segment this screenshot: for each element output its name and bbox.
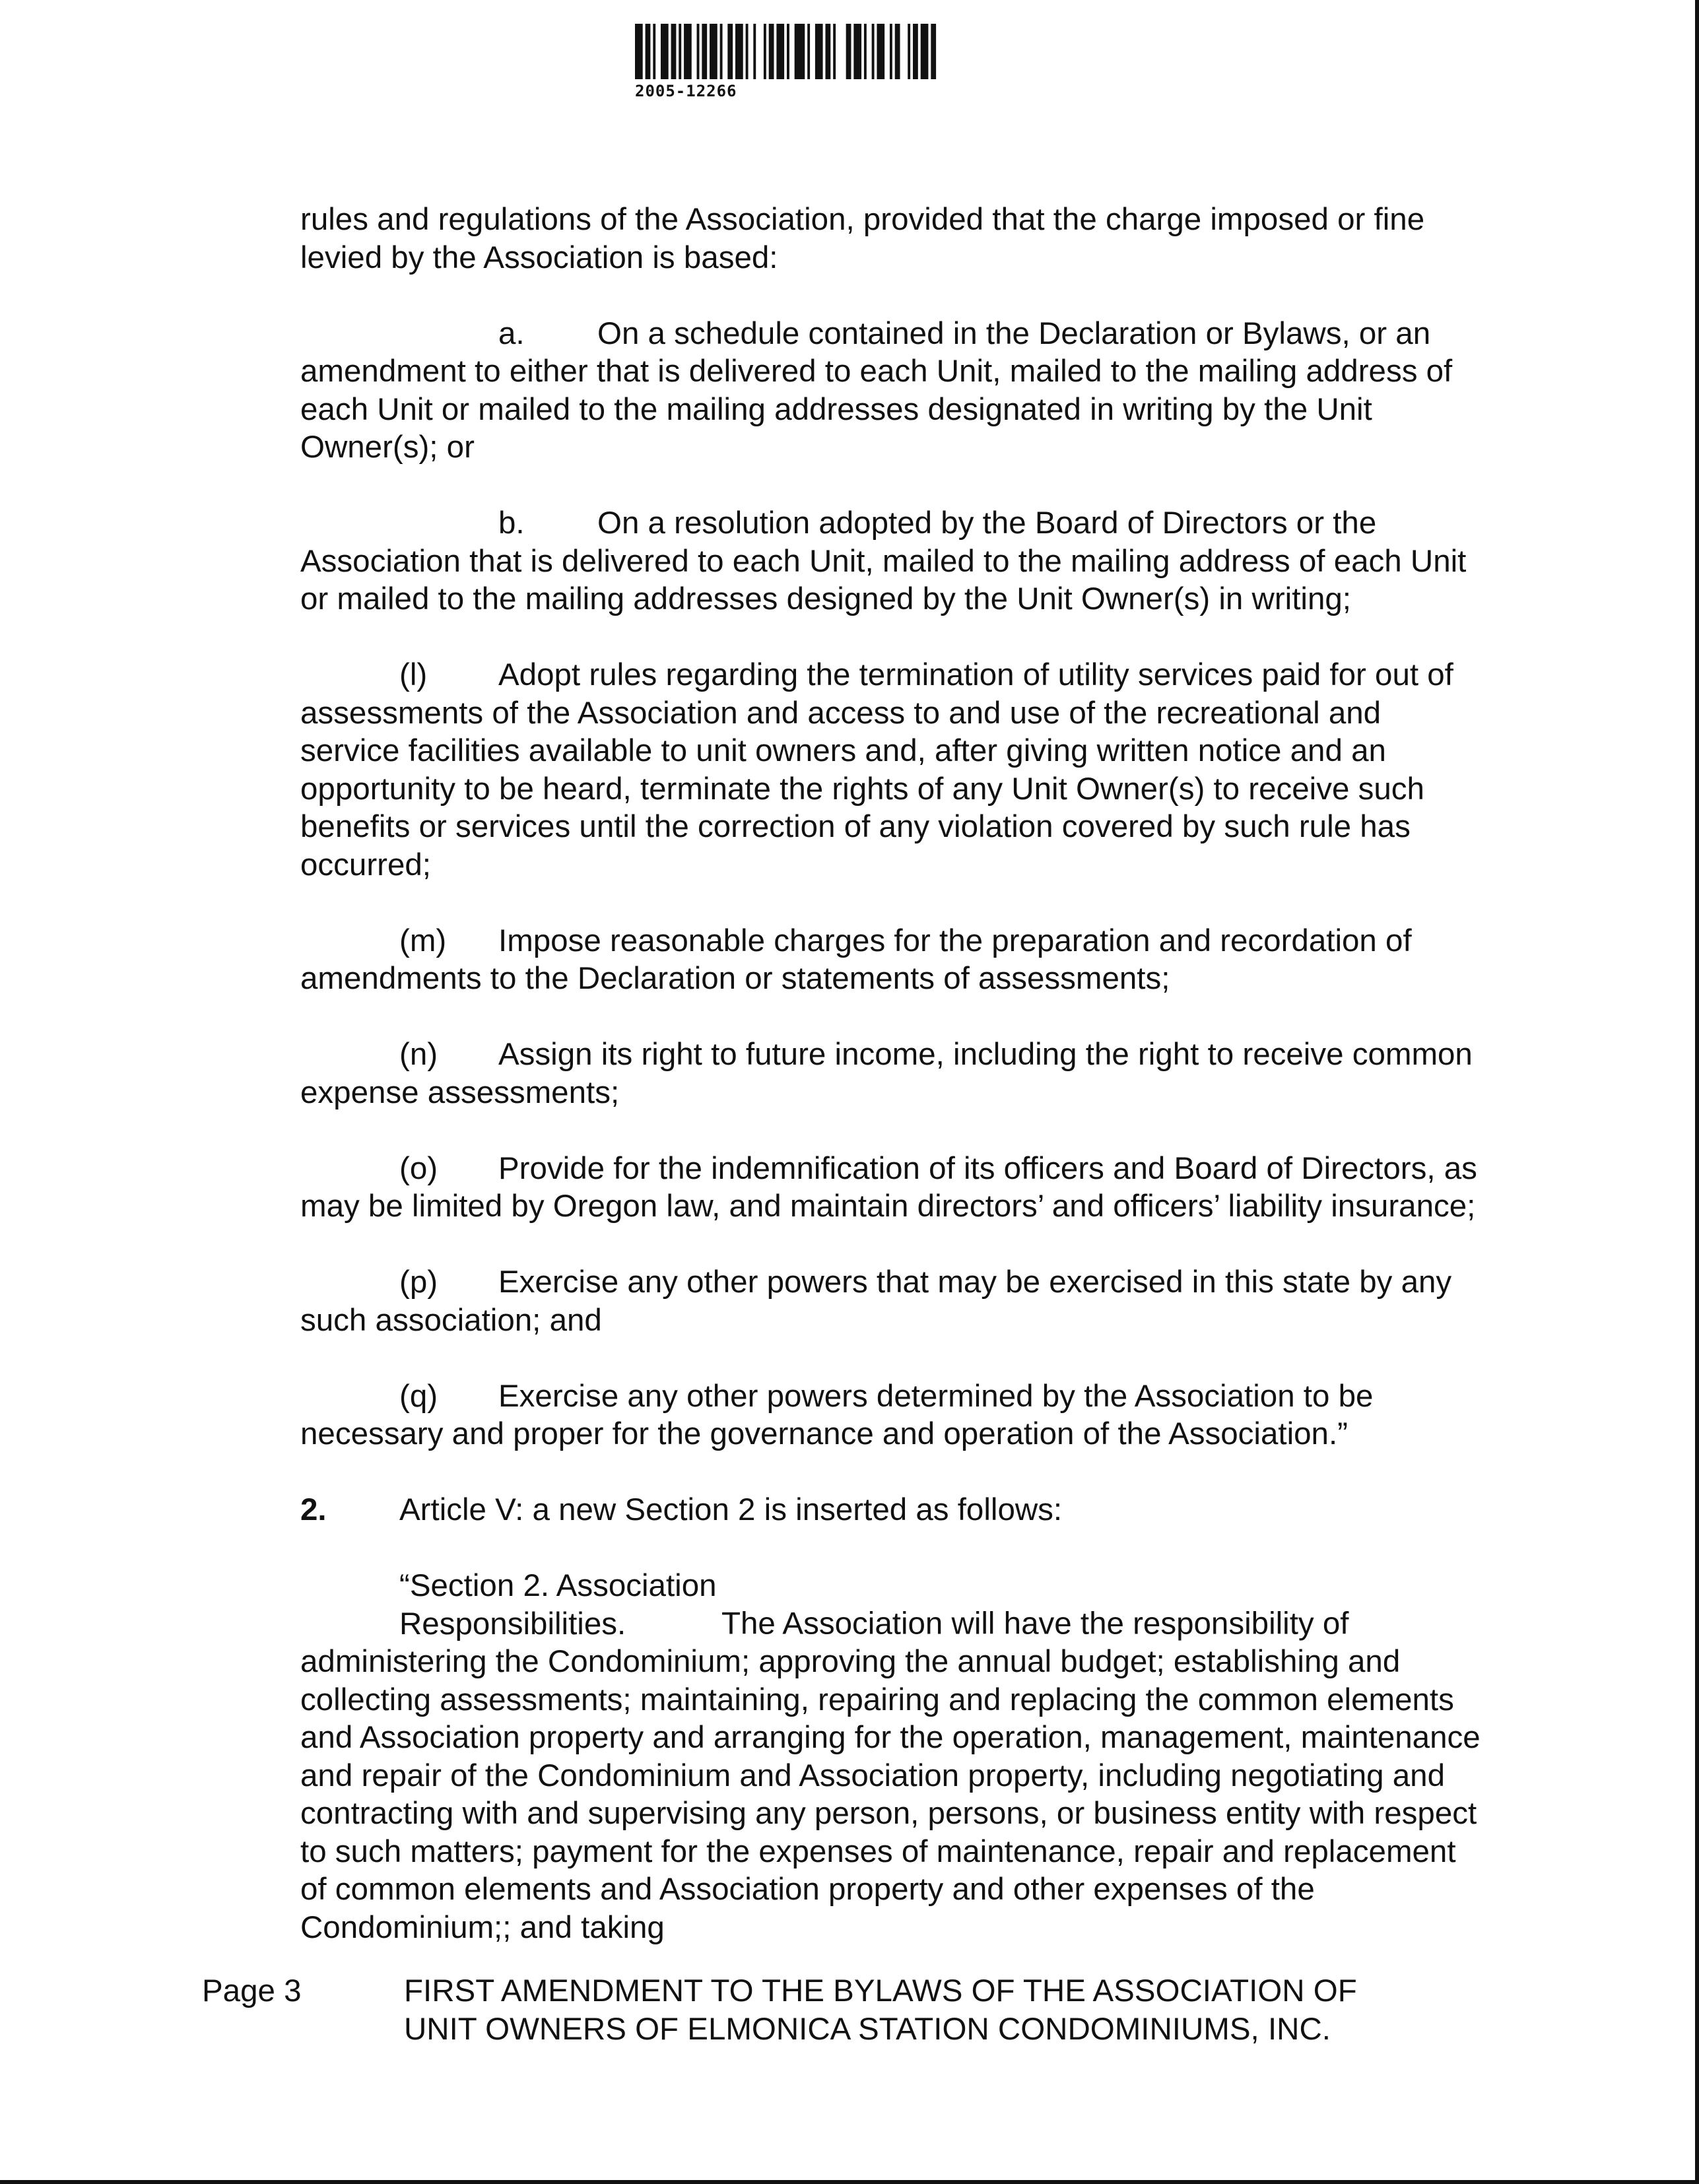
item-m-text: Impose reasonable charges for the preparation and recordation of amendments to the Declaration or statements of assessments;	[300, 923, 1412, 996]
item-m-label: (m)	[399, 923, 447, 958]
item-p-label: (p)	[399, 1265, 438, 1300]
paragraph-item-b	[300, 504, 1488, 618]
item-2-text: Article V: a new Section 2 is inserted as follows:	[399, 1492, 1063, 1527]
footer-document-title	[404, 1972, 1526, 2048]
paragraph-item-p	[300, 1263, 1488, 1339]
item-o-label: (o)	[399, 1150, 438, 1186]
item-b-label: b.	[498, 506, 525, 541]
item-b-text: On a resolution adopted by the Board of Directors or the Association that is delivered to each Unit, mailed to the mailing address of each Unit or mailed to the mailing addresses designed by the Unit Owner(s) in writing;	[300, 506, 1467, 616]
item-n-label: (n)	[399, 1037, 438, 1072]
item-2-number: 2.	[300, 1492, 327, 1527]
item-o-text: Provide for the indemnification of its officers and Board of Directors, as may be limited by Oregon law, and maintain directors’ and officers’ liability insurance;	[300, 1150, 1477, 1224]
barcode-number: 2005-12266	[635, 82, 737, 100]
item-a-label: a.	[498, 315, 525, 351]
paragraph-item-l	[300, 656, 1488, 884]
paragraph-section-2	[300, 1567, 1488, 1946]
footer-title-line-1: FIRST AMENDMENT TO THE BYLAWS OF THE ASSOCIATION OF	[404, 1973, 1357, 2008]
document-body	[300, 201, 1488, 1985]
item-q-label: (q)	[399, 1378, 438, 1414]
paragraph-item-m	[300, 922, 1488, 998]
section-2-heading: “Section 2. Association Responsibilities.	[399, 1568, 717, 1641]
paragraph-item-o	[300, 1150, 1488, 1226]
paragraph-item-n	[300, 1036, 1488, 1111]
paragraph-item-a	[300, 315, 1488, 467]
item-q-text: Exercise any other powers determined by the Association to be necessary and proper for the governance and operation of the Association.”	[300, 1378, 1374, 1451]
item-a-text: On a schedule contained in the Declaration or Bylaws, or an amendment to either that is delivered to each Unit, mailed to the mailing address of each Unit or mailed to the mailing addresses designated in writing by the Unit Owner(s); or	[300, 315, 1453, 465]
footer-title-line-2: UNIT OWNERS OF ELMONICA STATION CONDOMINIUMS, INC.	[404, 2011, 1331, 2047]
item-n-text: Assign its right to future income, including the right to receive common expense assessments;	[300, 1037, 1473, 1110]
barcode-image	[635, 24, 939, 79]
section-2-text: The Association will have the responsibility of administering the Condominium; approving the annual budget; establishing and collecting assessments; maintaining, repairing and replacing the common elements and Association property and arranging for the operation, management, maintenance and repair of the Condominium and Association property, including negotiating and contracting with and supervising any person, persons, or business entity with respect to such matters; payment for the expenses of maintenance, repair and replacement of common elements and Association property and other expenses of the Condominium;; and taking	[300, 1606, 1481, 1945]
paragraph-item-2	[300, 1491, 1488, 1529]
item-l-label: (l)	[399, 657, 428, 692]
footer-page-number: Page 3	[202, 1973, 302, 2008]
intro-paragraph: rules and regulations of the Association, provided that the charge imposed or fine levied by the Association is based:	[300, 202, 1425, 275]
item-p-text: Exercise any other powers that may be exercised in this state by any such association; and	[300, 1265, 1452, 1338]
paragraph-item-q	[300, 1377, 1488, 1453]
item-l-text: Adopt rules regarding the termination of utility services paid for out of assessments of the Association and access to and use of the recreational and service facilities available to unit owners and, after giving written notice and an opportunity to be heard, terminate the rights of any Unit Owner(s) to receive such benefits or services until the correction of any violation covered by such rule has occurred;	[300, 657, 1453, 882]
